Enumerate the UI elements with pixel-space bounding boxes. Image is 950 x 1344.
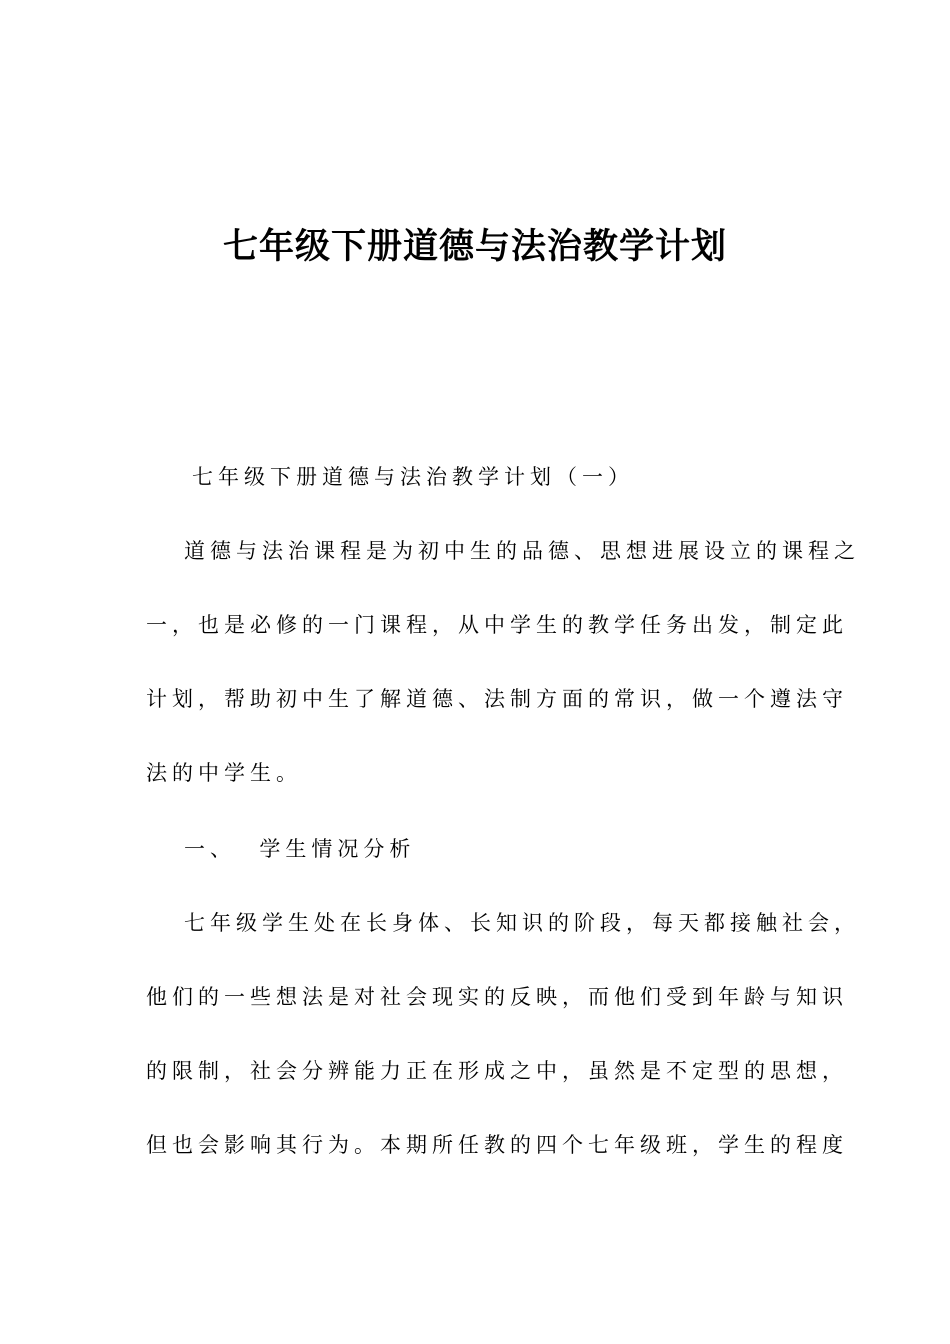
section-subtitle bbox=[146, 440, 806, 514]
section-1-heading bbox=[146, 812, 806, 886]
document-title: 七年级下册道德与法治教学计划 bbox=[222, 227, 727, 267]
intro-line-3: 计划，帮助初中生了解道德、法制方面的常识，做一个遵法守 bbox=[146, 687, 848, 711]
section-1-paragraph bbox=[146, 886, 860, 1182]
section-1-heading-text: 一、 学生情况分析 bbox=[184, 837, 416, 861]
section-1-line-1: 七年级学生处在长身体、长知识的阶段，每天都接触社会， bbox=[184, 911, 860, 935]
intro-paragraph bbox=[146, 514, 860, 810]
section-1-line-3: 的限制，社会分辨能力正在形成之中，虽然是不定型的思想， bbox=[146, 1059, 848, 1083]
intro-line-4: 法的中学生。 bbox=[146, 761, 302, 785]
intro-line-2: 一，也是必修的一门课程，从中学生的教学任务出发，制定此 bbox=[146, 613, 848, 637]
section-1-line-2: 他们的一些想法是对社会现实的反映，而他们受到年龄与知识 bbox=[146, 985, 848, 1009]
section-1-line-4: 但也会影响其行为。本期所任教的四个七年级班，学生的程度 bbox=[146, 1133, 848, 1157]
intro-line-1: 道德与法治课程是为初中生的品德、思想进展设立的课程之 bbox=[184, 539, 860, 563]
subtitle-line: 七年级下册道德与法治教学计划（一） bbox=[192, 465, 634, 489]
